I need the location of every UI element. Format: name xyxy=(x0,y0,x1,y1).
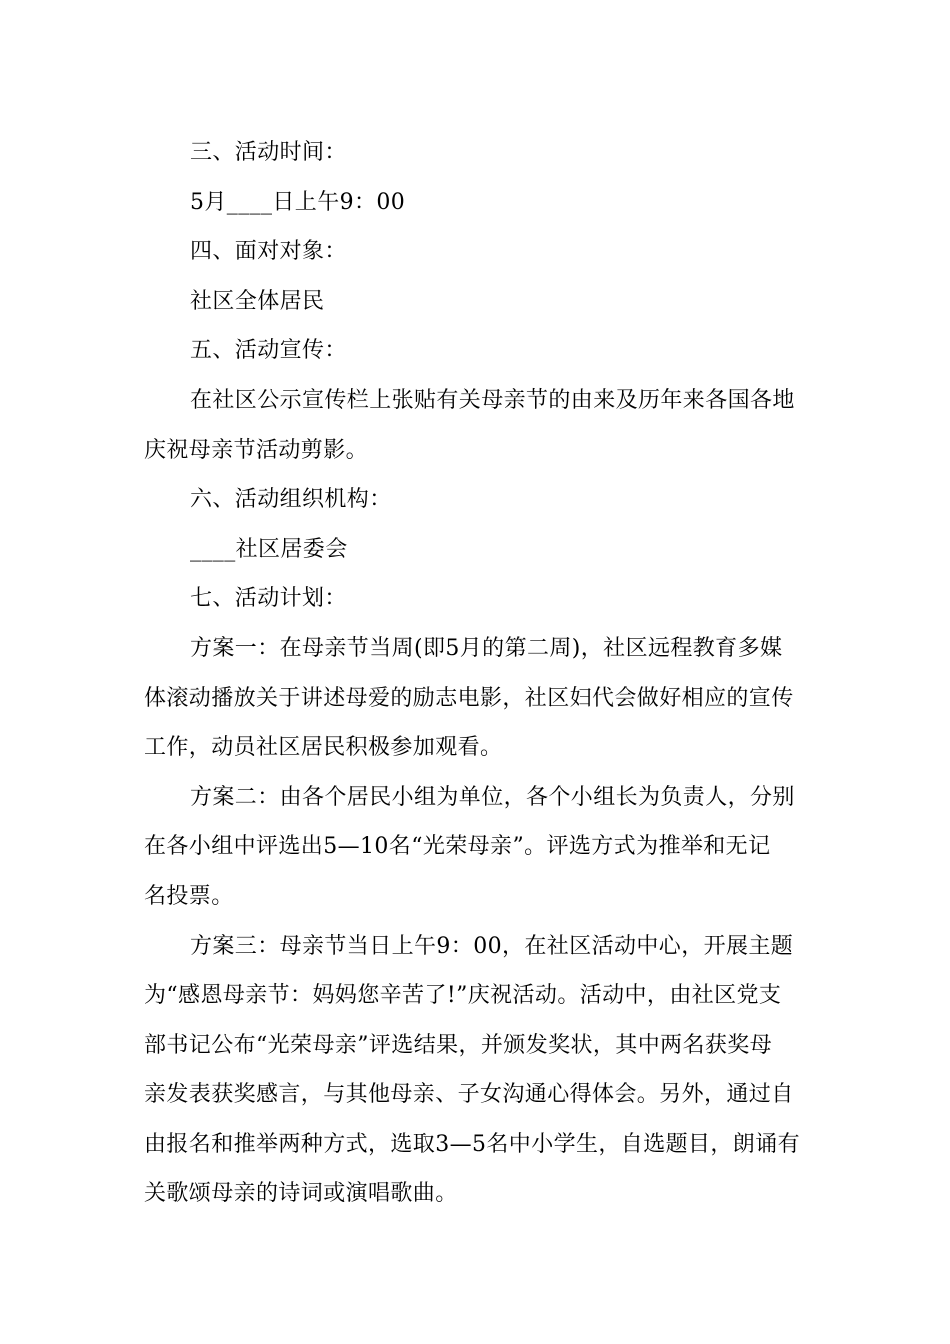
plan-two-paragraph-line: 在各小组中评选出5—10名“光荣母亲”。评选方式为推举和无记 xyxy=(144,834,771,860)
plan-three-paragraph-line: 部书记公布“光荣母亲”评选结果，并颁发奖状，其中两名获奖母 xyxy=(144,1032,773,1058)
plan-two-paragraph-line: 方案二：由各个居民小组为单位，各个小组长为负责人，分别 xyxy=(190,784,795,810)
section-heading-activity-time: 三、活动时间： xyxy=(190,140,347,165)
section-heading-target-audience: 四、面对对象： xyxy=(190,239,347,265)
plan-one-paragraph-line: 方案一：在母亲节当周(即5月的第二周)，社区远程教育多媒 xyxy=(190,635,783,661)
plan-three-paragraph-line: 方案三：母亲节当日上午9：00，在社区活动中心，开展主题 xyxy=(190,933,794,959)
section-heading-promotion: 五、活动宣传： xyxy=(190,338,347,364)
plan-three-paragraph-line: 由报名和推举两种方式，选取3—5名中小学生，自选题目，朗诵有 xyxy=(144,1131,800,1157)
plan-three-paragraph-line: 为“感恩母亲节：妈妈您辛苦了!”庆祝活动。活动中，由社区党支 xyxy=(144,983,782,1009)
plan-three-paragraph-line: 亲发表获奖感言，与其他母亲、子女沟通心得体会。另外，通过自 xyxy=(144,1082,794,1108)
organizer-value: ____社区居委会 xyxy=(190,536,348,562)
promotion-paragraph-line: 庆祝母亲节活动剪影。 xyxy=(144,437,369,463)
document-body xyxy=(144,128,809,1219)
plan-one-paragraph-line: 工作，动员社区居民积极参加观看。 xyxy=(144,735,503,761)
plan-three-paragraph-line: 关歌颂母亲的诗词或演唱歌曲。 xyxy=(144,1181,458,1207)
activity-time-value: 5月____日上午9：00 xyxy=(190,189,406,215)
plan-two-paragraph-line: 名投票。 xyxy=(144,883,234,909)
section-heading-activity-plan: 七、活动计划： xyxy=(190,586,347,612)
promotion-paragraph-line: 在社区公示宣传栏上张贴有关母亲节的由来及历年来各国各地 xyxy=(190,387,795,413)
target-audience-value: 社区全体居民 xyxy=(190,288,325,314)
section-heading-organizer: 六、活动组织机构： xyxy=(190,487,392,513)
plan-one-paragraph-line: 体滚动播放关于讲述母爱的励志电影，社区妇代会做好相应的宣传 xyxy=(144,685,794,711)
